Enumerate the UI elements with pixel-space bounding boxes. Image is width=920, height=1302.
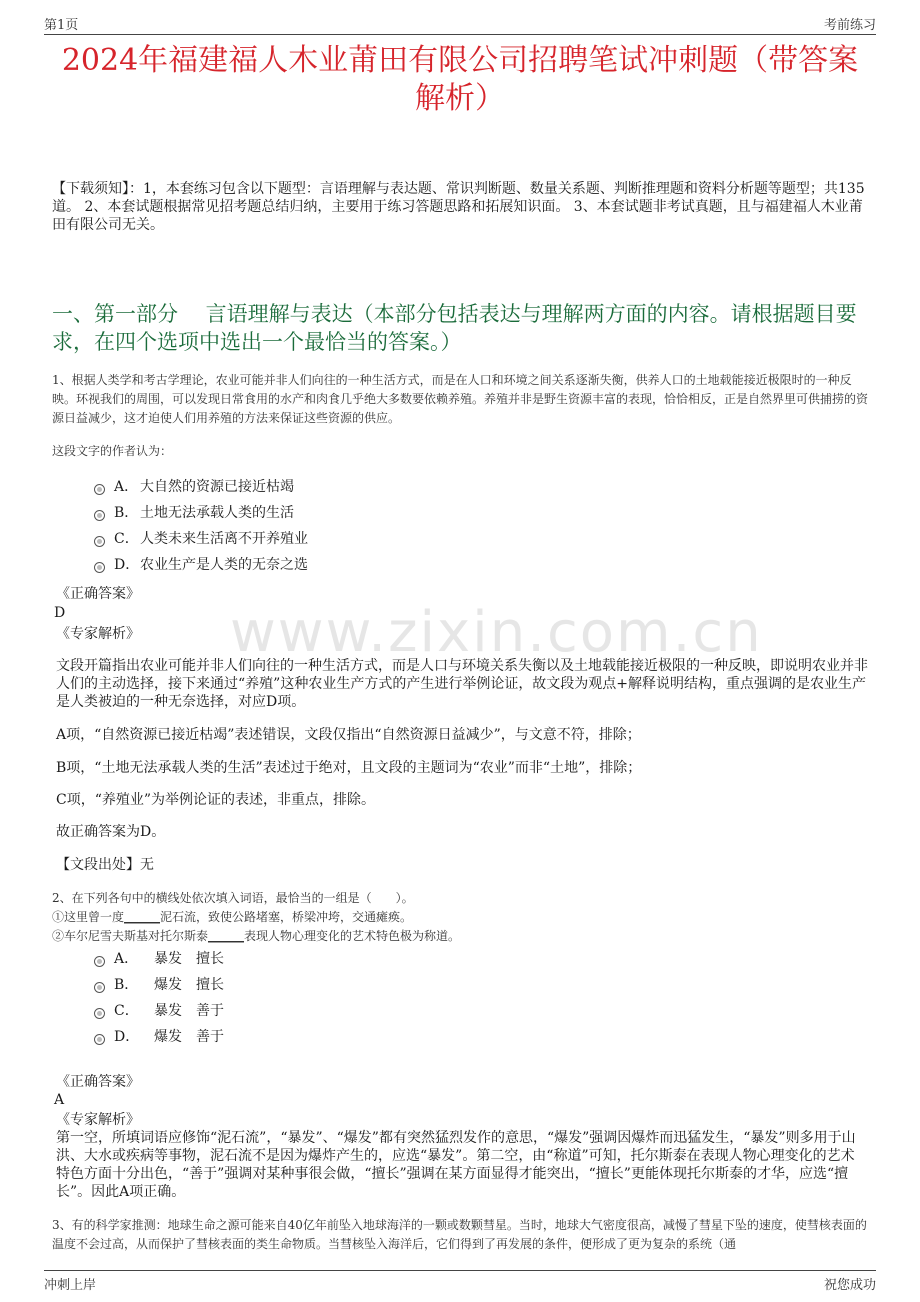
radio-icon[interactable] (94, 510, 105, 521)
option-a[interactable]: A． 暴发 擅长 (94, 948, 224, 974)
conclusion: 故正确答案为D。 (56, 824, 166, 840)
question-2-sentence-1: ①这里曾一度______泥石流，致使公路堵塞，桥梁冲垮，交通瘫痪。 (52, 910, 413, 924)
option-c[interactable]: C．人类未来生活离不开养殖业 (94, 528, 308, 554)
analysis-item-c: C项，“养殖业”为举例论证的表述，非重点，排除。 (56, 792, 376, 808)
answer-value: A (54, 1092, 65, 1108)
option-c[interactable]: C． 暴发 善于 (94, 1000, 224, 1026)
answer-label: 《正确答案》 (56, 1074, 140, 1090)
analysis-text: 文段开篇指出农业可能并非人们向往的一种生活方式，而是人口与环境关系失衡以及土地载能接近极限的一种反映，即说明农业并非人们的主动选择，接下来通过“养殖”这种农业生产方式的产生进行举例论证，故文段为观点+解释说明结构，重点强调的是农业生产是人类被迫的一种无奈选择，对应D项。 (56, 658, 868, 710)
analysis-label: 《专家解析》 (56, 626, 140, 642)
footer-right: 祝您成功 (823, 1278, 876, 1293)
page-number: 第1页 (44, 18, 79, 33)
option-b[interactable]: B． 爆发 擅长 (94, 974, 224, 1000)
question-2-text: 2、在下列各句中的横线处依次填入词语，最恰当的一组是（ ）。 (52, 891, 414, 905)
analysis-text: 第一空，所填词语应修饰“泥石流”，“暴发”、“爆发”都有突然猛烈发作的意思，“爆发”强调因爆炸而迅猛发生，“暴发”则多用于山洪、大水或疾病等事物，泥石流不是因为爆炸产生的，应选“暴发”。第二空，由“称道”可知，托尔斯泰在表现人物心理变化的艺术特色方面十分出色，“善于”强调对某种事很会做，“擅长”强调在某方面显得才能突出，“擅长”更能体现托尔斯泰的才华，应选“擅长”。因此A项正确。 (56, 1130, 856, 1200)
radio-icon[interactable] (94, 484, 105, 495)
answer-value: D (54, 605, 66, 621)
section-heading: 一、第一部分 言语理解与表达（本部分包括表达与理解两方面的内容。请根据题目要求，在四个选项中选出一个最恰当的答案。） (52, 302, 857, 354)
radio-icon[interactable] (94, 562, 105, 573)
question-3-text: 3、有的科学家推测：地球生命之源可能来自40亿年前坠入地球海洋的一颗或数颗彗星。当时，地球大气密度很高，减慢了彗星下坠的速度，使彗核表面的温度不会过高，从而保护了彗核表面的类生命物质。当彗核坠入海洋后，它们得到了再发展的条件，便形成了更为复杂的系统（通 (52, 1218, 867, 1251)
analysis-label: 《专家解析》 (56, 1112, 140, 1128)
radio-icon[interactable] (94, 536, 105, 547)
question-1-text: 1、根据人类学和考古学理论，农业可能并非人们向往的一种生活方式，而是在人口和环境之间关系逐渐失衡，供养人口的土地载能接近极限时的一种反映。环视我们的周围，可以发现日常食用的水产和肉食几乎绝大多数要依赖养殖。养殖并非是野生资源丰富的表现，恰恰相反，正是自然界里可供捕捞的资源日益减少，这才迫使人们用养殖的方法来保证这些资源的供应。 (52, 373, 869, 425)
radio-icon[interactable] (94, 1034, 105, 1045)
analysis-item-b: B项，“土地无法承载人类的生活”表述过于绝对，且文段的主题词为“农业”而非“土地”，排除； (56, 760, 642, 776)
analysis-item-a: A项，“自然资源已接近枯竭”表述错误，文段仅指出“自然资源日益减少”，与文意不符，排除； (56, 727, 641, 743)
document-title: 2024年福建福人木业莆田有限公司招聘笔试冲刺题（带答案解析） (61, 43, 859, 116)
footer-left: 冲刺上岸 (44, 1278, 97, 1293)
radio-icon[interactable] (94, 956, 105, 967)
question-1-prompt: 这段文字的作者认为： (52, 444, 173, 458)
download-notice: 【下载须知】：1，本套练习包含以下题型：言语理解与表达题、常识判断题、数量关系题、判断推理题和资料分析题等题型；共135道。 2、本套试题根据常见招考题总结归纳，主要用于练习答题思路和拓展知识面。 3、本套试题非考试真题，且与福建福人木业莆田有限公司无关。 (52, 181, 865, 233)
radio-icon[interactable] (94, 1008, 105, 1019)
radio-icon[interactable] (94, 982, 105, 993)
option-b[interactable]: B． 土地无法承载人类的生活 (94, 502, 308, 528)
header-tag: 考前练习 (823, 18, 876, 33)
page-footer (44, 1270, 876, 1295)
question-2-sentence-2: ②车尔尼雪夫斯基对托尔斯泰______表现人物心理变化的艺术特色极为称道。 (52, 929, 461, 943)
option-d[interactable]: D． 爆发 善于 (94, 1026, 224, 1052)
source-line: 【文段出处】无 (56, 857, 154, 873)
answer-label: 《正确答案》 (56, 586, 140, 602)
watermark: www.zixin.com.cn (230, 600, 763, 665)
option-a[interactable]: A． 大自然的资源已接近枯竭 (94, 476, 308, 502)
question-2-options (94, 948, 224, 1052)
question-1-options (94, 476, 308, 580)
page-header (44, 12, 876, 35)
option-d[interactable]: D．农业生产是人类的无奈之选 (94, 554, 308, 580)
